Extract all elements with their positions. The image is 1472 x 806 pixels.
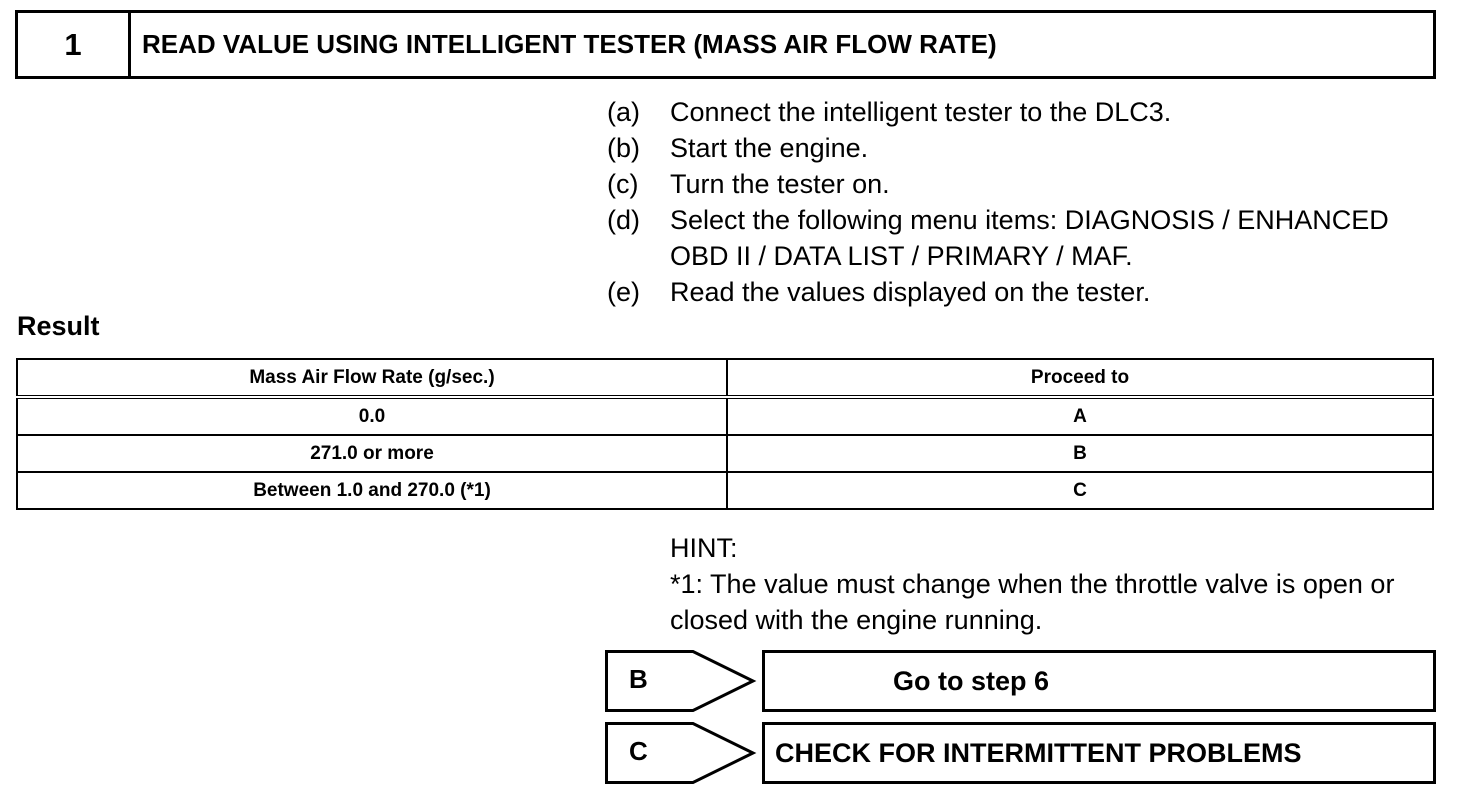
instruction-item xyxy=(607,94,1447,130)
instruction-letter: (b) xyxy=(607,133,640,163)
step-number: 1 xyxy=(18,13,131,76)
hint-title: HINT: xyxy=(670,533,738,563)
branch-b xyxy=(605,650,1436,712)
instruction-text: Connect the intelligent tester to the DLC3. xyxy=(670,97,1172,127)
step-header xyxy=(15,10,1436,79)
instruction-text: Select the following menu items: DIAGNOSIS / ENHANCED OBD II / DATA LIST / PRIMARY / MAF. xyxy=(670,205,1389,271)
instruction-item xyxy=(607,130,1447,166)
table-row xyxy=(17,435,1433,472)
instruction-letter: (a) xyxy=(607,97,640,127)
branch-letter: C xyxy=(629,736,648,766)
table-cell-proceed: A xyxy=(727,397,1433,435)
arrow-tag-icon xyxy=(605,650,757,712)
branch-action-box: CHECK FOR INTERMITTENT PROBLEMS xyxy=(762,722,1436,784)
column-header-proceed-to: Proceed to xyxy=(727,359,1433,397)
branch-c xyxy=(605,722,1436,784)
instruction-text: Turn the tester on. xyxy=(670,169,890,199)
table-header-row xyxy=(17,359,1433,397)
instruction-letter: (e) xyxy=(607,277,640,307)
instruction-item xyxy=(607,202,1447,274)
instruction-item xyxy=(607,274,1447,310)
instructions-list xyxy=(607,94,1447,310)
result-label: Result xyxy=(17,311,100,341)
step-title: READ VALUE USING INTELLIGENT TESTER (MASS AIR FLOW RATE) xyxy=(142,29,997,59)
branch-action-box: Go to step 6 xyxy=(762,650,1436,712)
table-cell-proceed: C xyxy=(727,472,1433,509)
branch-letter: B xyxy=(629,664,648,694)
hint-text: *1: The value must change when the throttle valve is open or closed with the engine running. xyxy=(670,569,1395,635)
table-cell-rate: 271.0 or more xyxy=(17,435,727,472)
table-cell-proceed: B xyxy=(727,435,1433,472)
instruction-text: Start the engine. xyxy=(670,133,869,163)
arrow-tag-icon xyxy=(605,722,757,784)
table-row xyxy=(17,472,1433,509)
table-row xyxy=(17,397,1433,435)
column-header-mass-air-flow: Mass Air Flow Rate (g/sec.) xyxy=(17,359,727,397)
instruction-item xyxy=(607,166,1447,202)
table-cell-rate: 0.0 xyxy=(17,397,727,435)
hint-block xyxy=(670,530,1430,638)
instruction-letter: (d) xyxy=(607,205,640,235)
table-cell-rate: Between 1.0 and 270.0 (*1) xyxy=(17,472,727,509)
instruction-letter: (c) xyxy=(607,169,639,199)
instruction-text: Read the values displayed on the tester. xyxy=(670,277,1151,307)
result-table xyxy=(16,358,1434,510)
